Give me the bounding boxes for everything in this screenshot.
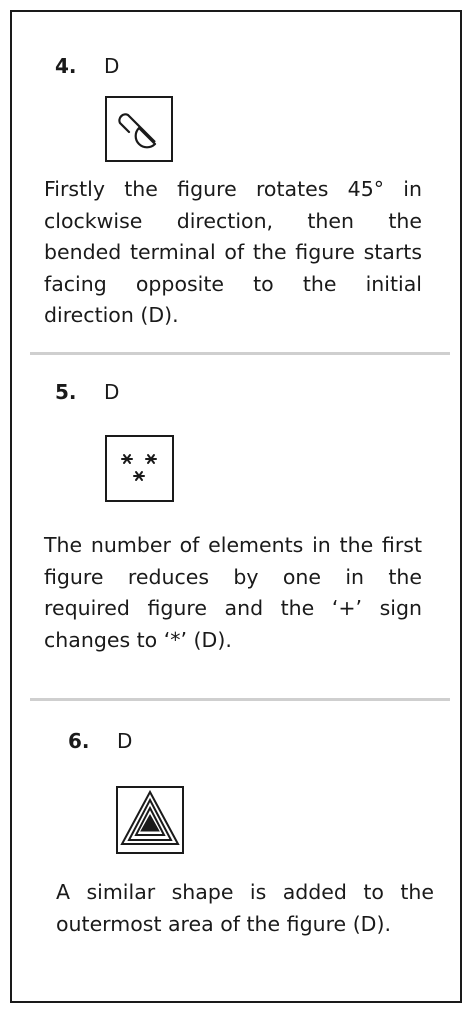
nested-triangles-figure-icon — [118, 788, 182, 852]
three-asterisks-figure-icon — [107, 437, 172, 500]
question-6-figure — [116, 786, 184, 854]
question-4-explanation: Firstly the figure rotates 45° in clockwise direction, then the bended terminal of the figure starts facing opposite to the initial direction (D). — [44, 177, 422, 327]
answer-card — [10, 10, 462, 1003]
question-5-figure — [105, 435, 174, 502]
section-divider — [30, 352, 450, 355]
question-6-explanation: A similar shape is added to the outermost area of the figure (D). — [56, 880, 434, 936]
question-4-answer: D — [104, 54, 120, 78]
question-4-figure — [105, 96, 173, 162]
question-5-number: 5. — [55, 380, 77, 404]
question-6-answer: D — [117, 729, 133, 753]
question-4-number: 4. — [55, 54, 77, 78]
question-5-explanation: The number of elements in the first figure reduces by one in the required figure and the ‘+’ sign changes to ‘*’ (D). — [44, 533, 422, 652]
question-5-answer: D — [104, 380, 120, 404]
rotated-bent-line-figure-icon — [107, 98, 171, 160]
question-6-number: 6. — [68, 729, 90, 753]
section-divider — [30, 698, 450, 701]
